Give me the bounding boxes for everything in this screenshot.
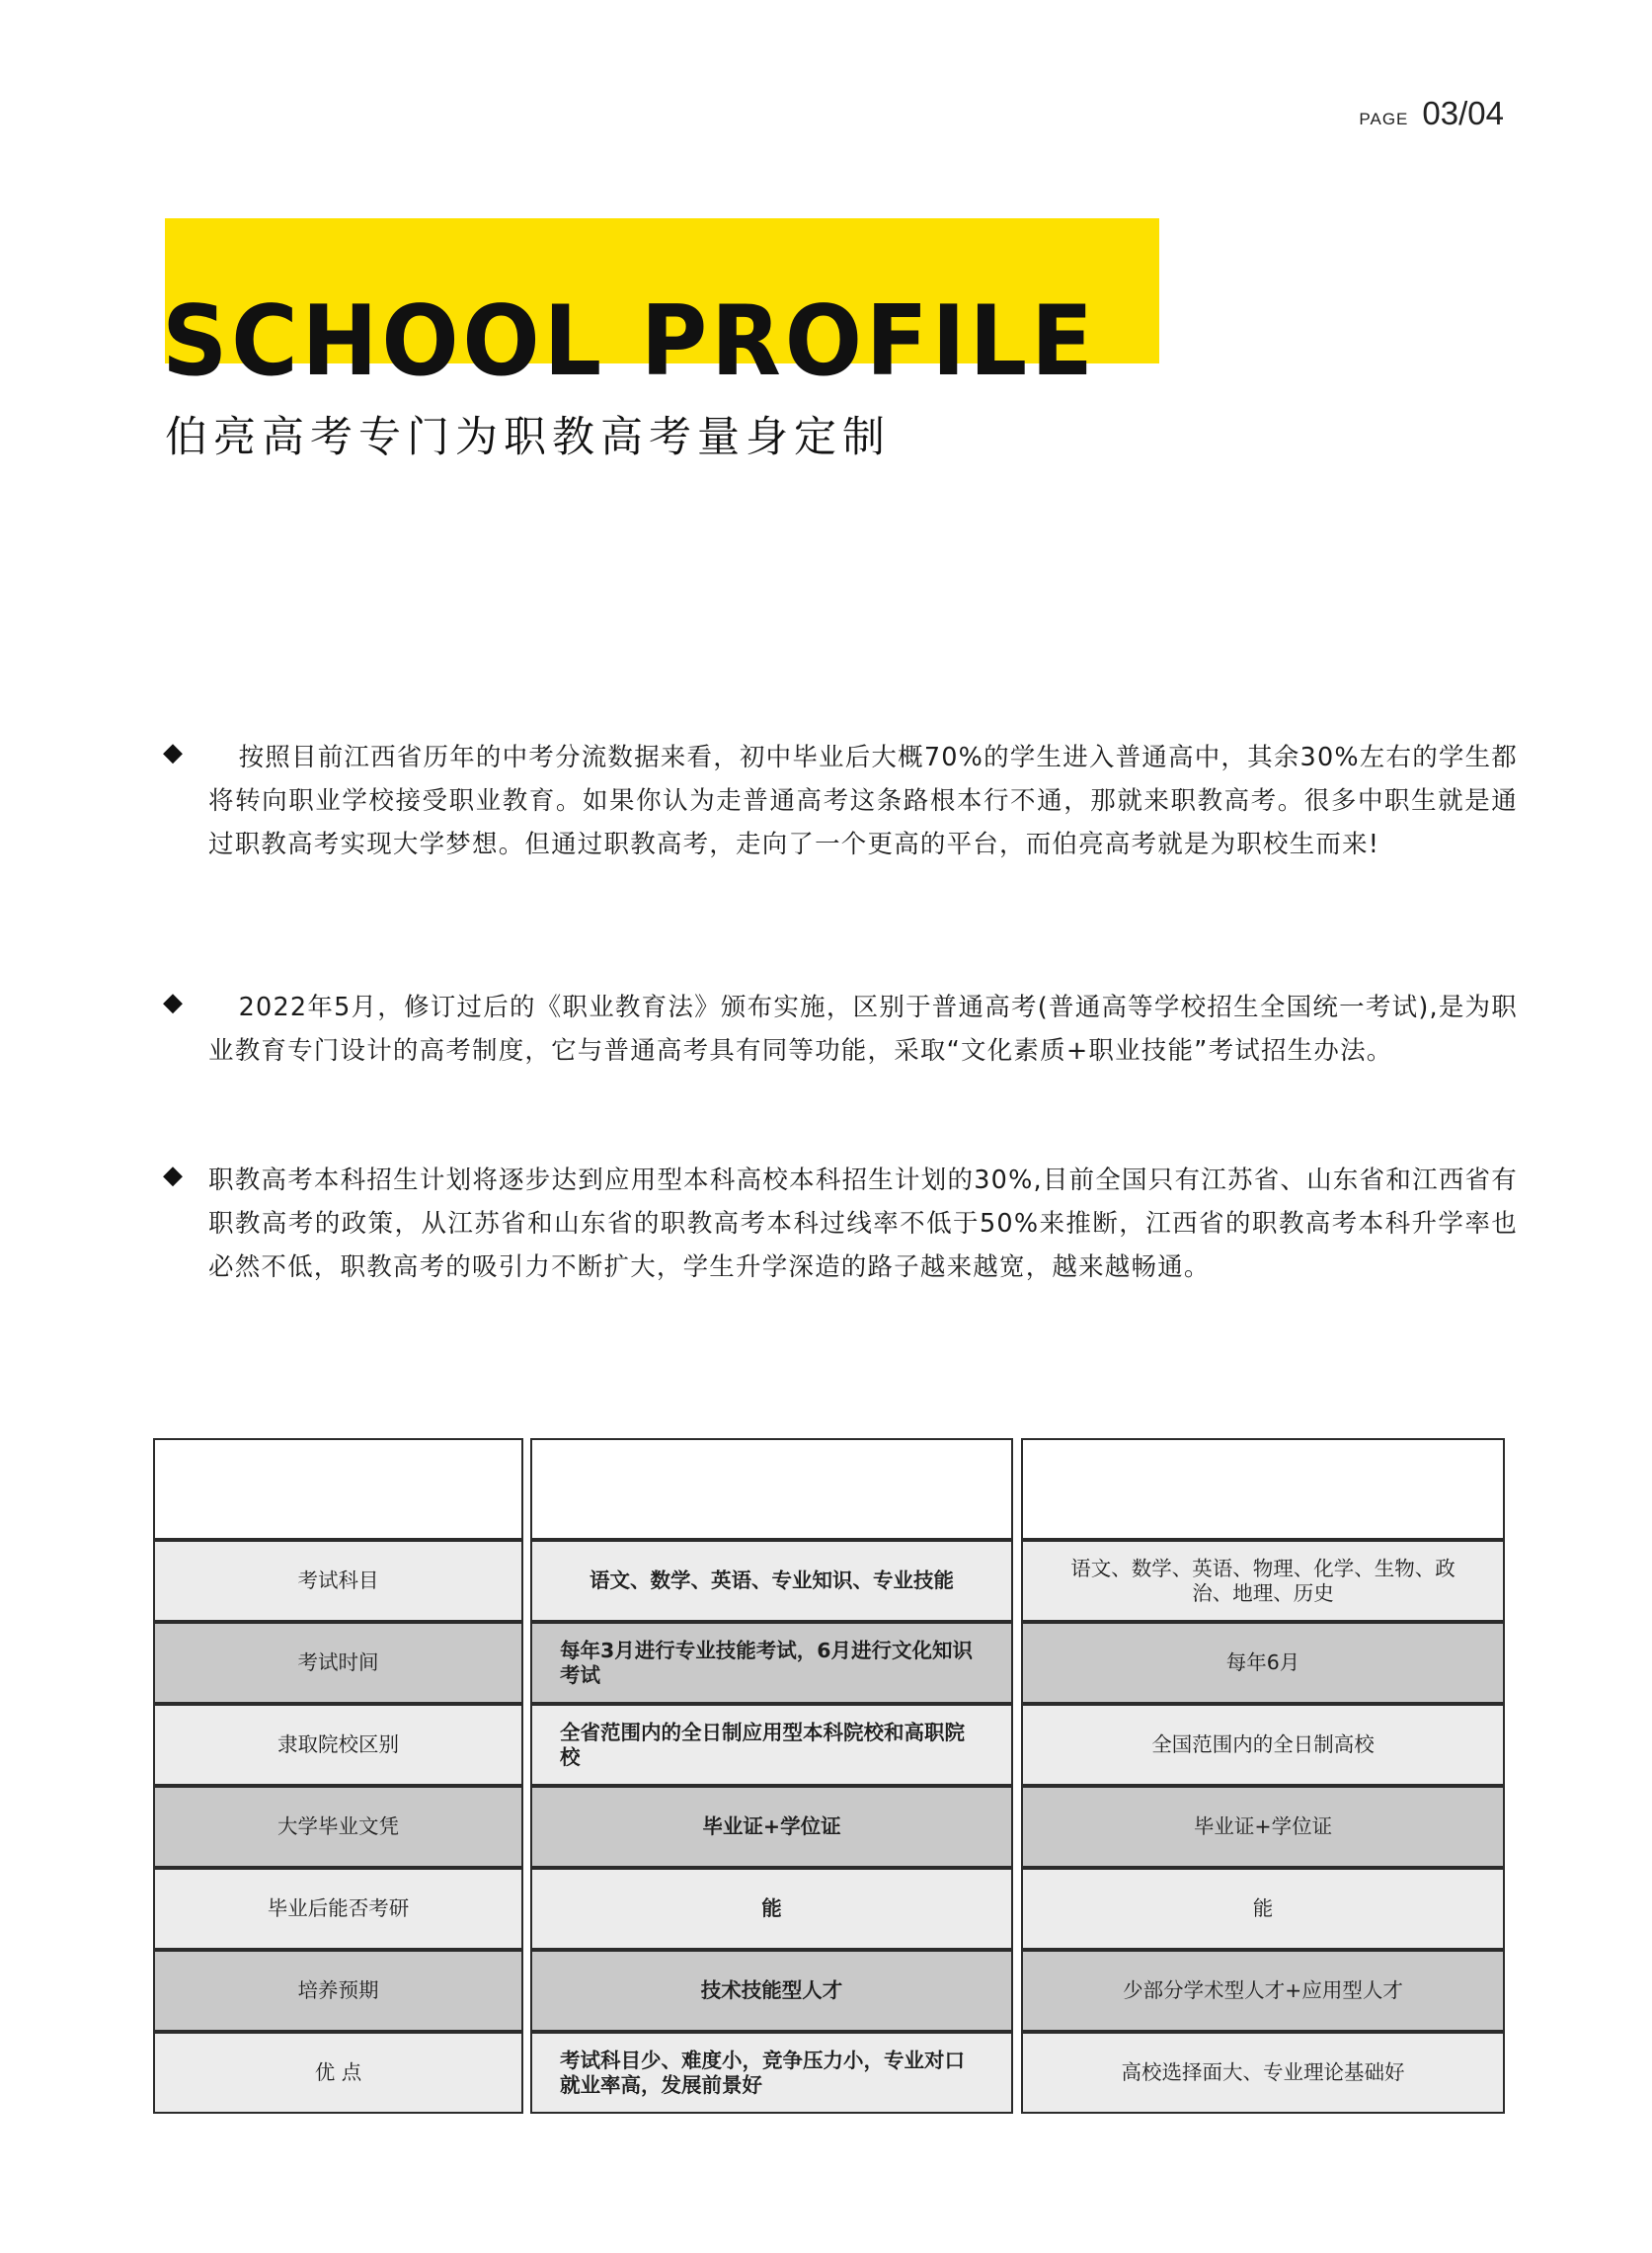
table-label-cell: 大学毕业文凭 — [153, 1786, 523, 1868]
paragraph-3 — [163, 1159, 1518, 1315]
table-cell: 每年3月进行专业技能考试，6月进行文化知识考试 — [530, 1622, 1013, 1704]
page-number-value: 03/04 — [1422, 95, 1504, 131]
table-cell: 语文、数学、英语、专业知识、专业技能 — [530, 1540, 1013, 1622]
diamond-bullet-icon: ◆ — [163, 1161, 183, 1190]
page-number — [1359, 95, 1504, 132]
table-cell: 全国范围内的全日制高校 — [1021, 1704, 1505, 1786]
paragraph-text: 2022年5月，修订过后的《职业教育法》颁布实施，区别于普通高考(普通高等学校招生全国统一考试),是为职业教育专门设计的高考制度，它与普通高考具有同等功能，采取“文化素质+职业技能”考试招生办法。 — [208, 993, 1518, 1066]
comparison-column-labels — [153, 1438, 523, 2114]
table-cell: 少部分学术型人才+应用型人才 — [1021, 1950, 1505, 2032]
paragraph-1 — [163, 736, 1518, 892]
table-label-cell: 优 点 — [153, 2032, 523, 2114]
paragraph-2 — [163, 986, 1518, 1098]
table-cell: 能 — [530, 1868, 1013, 1950]
table-cell: 高校选择面大、专业理论基础好 — [1021, 2032, 1505, 2114]
comparison-column-vocational — [530, 1438, 1013, 2114]
comparison-column-general — [1021, 1438, 1505, 2114]
table-label-cell: 培养预期 — [153, 1950, 523, 2032]
diamond-bullet-icon: ◆ — [163, 988, 183, 1017]
table-header-cell — [153, 1438, 523, 1540]
page-label: PAGE — [1359, 110, 1409, 128]
table-cell: 技术技能型人才 — [530, 1950, 1013, 2032]
page-subtitle: 伯亮高考专门为职教高考量身定制 — [165, 413, 891, 462]
table-cell: 每年6月 — [1021, 1622, 1505, 1704]
table-cell: 全省范围内的全日制应用型本科院校和高职院校 — [530, 1704, 1013, 1786]
paragraph-text: 职教高考本科招生计划将逐步达到应用型本科高校本科招生计划的30%,目前全国只有江苏省、山东省和江西省有职教高考的政策，从江苏省和山东省的职教高考本科过线率不低于50%来推断，江西省的职教高考本科升学率也必然不低，职教高考的吸引力不断扩大，学生升学深造的路子越来越宽，越来越畅通。 — [208, 1166, 1518, 1282]
table-label-cell: 隶取院校区别 — [153, 1704, 523, 1786]
table-label-cell: 毕业后能否考研 — [153, 1868, 523, 1950]
page-title: SCHOOL PROFILE — [162, 285, 1097, 398]
table-label-cell: 考试时间 — [153, 1622, 523, 1704]
table-cell: 考试科目少、难度小，竞争压力小，专业对口就业率高，发展前景好 — [530, 2032, 1013, 2114]
table-header-cell — [1021, 1438, 1505, 1540]
table-label-cell: 考试科目 — [153, 1540, 523, 1622]
table-cell: 毕业证+学位证 — [530, 1786, 1013, 1868]
table-header-cell — [530, 1438, 1013, 1540]
table-cell: 毕业证+学位证 — [1021, 1786, 1505, 1868]
table-cell: 能 — [1021, 1868, 1505, 1950]
table-cell: 语文、数学、英语、物理、化学、生物、政治、地理、历史 — [1021, 1540, 1505, 1622]
paragraph-text: 按照目前江西省历年的中考分流数据来看，初中毕业后大概70%的学生进入普通高中，其余30%左右的学生都将转向职业学校接受职业教育。如果你认为走普通高考这条路根本行不通，那就来职教高考。很多中职生就是通过职教高考实现大学梦想。但通过职教高考，走向了一个更高的平台，而伯亮高考就是为职校生而来! — [208, 743, 1518, 859]
diamond-bullet-icon: ◆ — [163, 738, 183, 767]
